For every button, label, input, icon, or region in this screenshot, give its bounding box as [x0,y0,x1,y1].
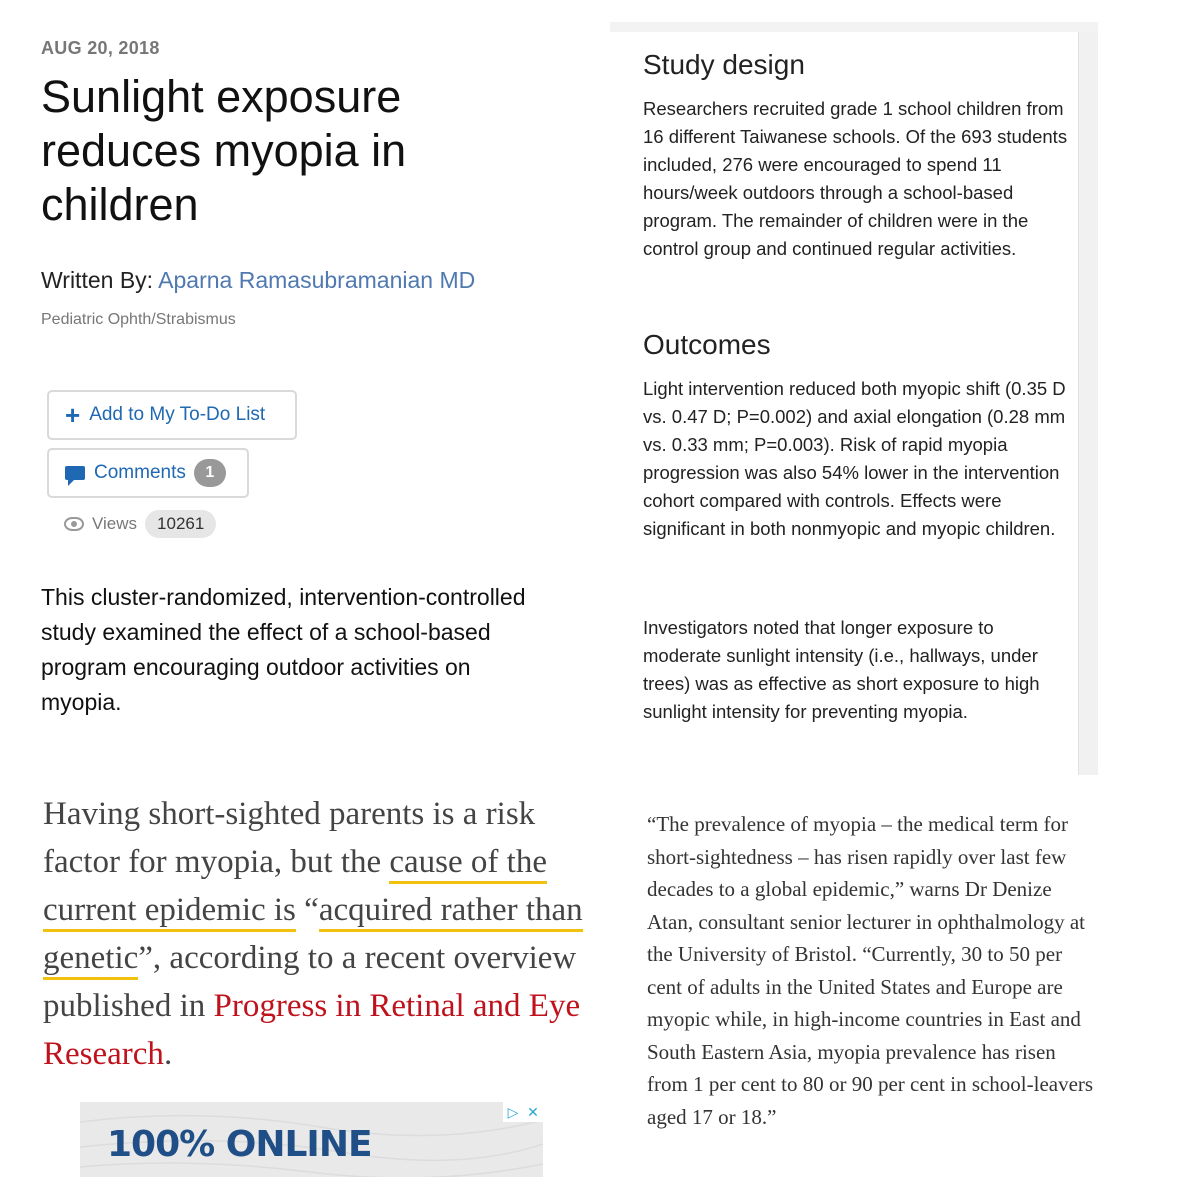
newspaper-excerpt-panel [0,770,590,1200]
written-by-label: Written By: [41,267,159,293]
author-link[interactable]: Aparna Ramasubramanian MD [158,267,476,293]
quote-panel [600,790,1200,1200]
article-panel [0,0,590,740]
study-design-text: Researchers recruited grade 1 school children from 16 different Taiwanese schools. Of the 693 students included, 276 were encouraged to spend 11 hours/week outdoors through a school-based program. The remainder of children were in the control group and continued regular activities. [643,98,1068,259]
scrollbar-track[interactable] [1078,32,1098,775]
ad-controls [503,1102,543,1122]
ad-close-icon[interactable]: ✕ [527,1104,539,1120]
quote-paragraph: “The prevalence of myopia – the medical term for short-sightedness – has risen rapidly over last few decades to a global epidemic,” warns Dr Denize Atan, consultant senior lecturer in ophthalmology at the University of Bristol. “Currently, 30 to 50 per cent of adults in the United States and Europe are myopic while, in high-income countries in East and South Eastern Asia, myopia prevalence has risen from 1 per cent to 80 or 90 per cent in school-leavers aged 17 or 18.” [647,812,1094,1129]
article-summary: This cluster-randomized, intervention-controlled study examined the effect of a school-based program encouraging outdoor activities on myopia. [41,584,526,715]
study-design-heading: Study design [643,49,805,80]
views-count-badge: 10261 [145,510,216,538]
excerpt-period: . [163,1036,173,1072]
comments-count-badge: 1 [194,459,226,487]
byline [41,267,475,294]
outcomes-paragraph-1: Light intervention reduced both myopic shift (0.35 D vs. 0.47 D; P=0.002) and axial elongation (0.28 mm vs. 0.33 mm; P=0.003). Risk of rapid myopia progression was also 54% lower in the intervention cohort compared with controls. Effects were significant in both nonmyopic and myopic children. [643,378,1066,539]
highlight-acquired: acquired rather than genetic [43,892,583,980]
article-date: AUG 20, 2018 [41,38,160,58]
excerpt-text-mid: “ [295,892,319,928]
ad-choices-icon[interactable]: ▷ [507,1104,519,1120]
excerpt-text-start: Having short-sighted parents is a risk factor for myopia, but the [43,796,536,880]
comments-label: Comments [94,462,186,483]
comments-button[interactable] [47,448,249,498]
eye-icon [64,517,84,531]
study-content [610,32,1078,775]
journal-link[interactable]: Progress in Retinal and Eye Research [43,988,581,1072]
study-panel [610,22,1098,775]
outcomes-paragraph-2: Investigators noted that longer exposure to moderate sunlight intensity (i.e., hallways, under trees) was as effective as short exposure to high sunlight intensity for preventing myopia. [643,617,1040,722]
advertisement-banner[interactable] [80,1102,543,1177]
highlight-cause: cause of the current epidemic is [43,844,547,932]
add-to-todo-button[interactable] [47,390,297,440]
excerpt-paragraph [43,790,588,1078]
ad-headline: 100% ONLINE [107,1124,372,1165]
author-specialty: Pediatric Ophth/Strabismus [41,311,236,328]
excerpt-text-end: ”, according to a recent overview published in [43,940,577,1024]
comment-bubble-icon [65,466,85,480]
outcomes-heading: Outcomes [643,329,771,360]
plus-icon: + [65,400,81,430]
views-counter [64,510,216,538]
article-title: Sunlight exposure reduces myopia in children [41,71,407,230]
views-label: Views [92,514,138,533]
add-to-todo-label: Add to My To-Do List [89,404,266,425]
